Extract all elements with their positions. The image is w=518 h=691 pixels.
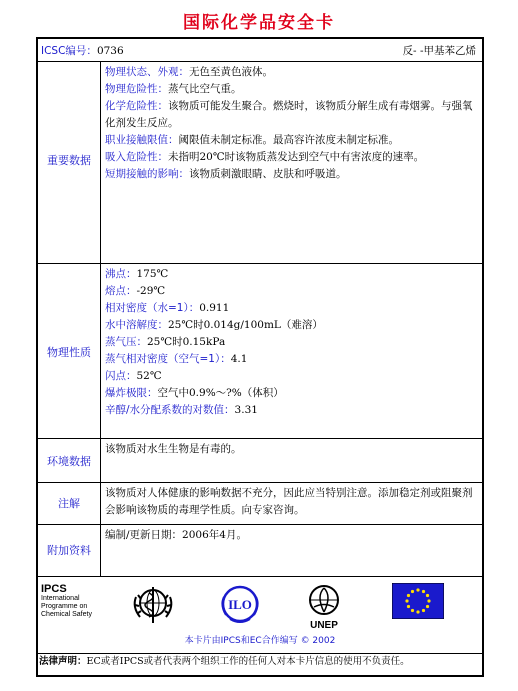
ipcs-line: Chemical Safety <box>41 611 92 618</box>
eu-star-icon <box>411 609 414 612</box>
section-environment <box>38 438 482 482</box>
important-body <box>100 62 482 264</box>
ilo-logo-icon <box>218 583 262 627</box>
physical-item: 蒸气相对密度（空气=1）：4.1 <box>105 353 248 365</box>
eu-star-icon <box>416 610 419 613</box>
icsc-number: 0736 <box>96 45 124 57</box>
section-label-environment: 环境数据 <box>47 455 91 468</box>
section-label-important: 重要数据 <box>47 154 91 167</box>
eu-star-icon <box>426 605 429 608</box>
page-title: 国际化学品安全卡 <box>183 13 335 33</box>
important-item: 物理危险性：蒸气比空气重。 <box>105 83 242 95</box>
eu-star-icon <box>416 588 419 591</box>
additional-text: 编制/更新日期：2006年4月。 <box>105 529 247 541</box>
ipcs-line: Programme on <box>41 603 88 610</box>
physical-item: 水中溶解度：25℃时0.014g/100mL（难溶） <box>105 319 323 331</box>
additional-body <box>100 525 482 577</box>
section-physical <box>38 263 482 438</box>
legal-text: EC或者IPCS或者代表两个组织工作的任何人对本卡片信息的使用不负责任。 <box>86 656 410 667</box>
eu-flag-icon <box>392 583 444 619</box>
notes-text: 该物质对人体健康的影响数据不充分，因此应当特别注意。添加稳定剂或阻聚剂会影响该物质的毒理学性质。向专家咨询。 <box>105 487 473 516</box>
environment-text: 该物质对水生生物是有毒的。 <box>105 443 242 455</box>
ipcs-block <box>41 583 92 619</box>
section-label-notes: 注解 <box>58 497 80 510</box>
eu-star-icon <box>405 599 408 602</box>
ipcs-title: IPCS <box>41 583 67 595</box>
who-logo-icon <box>130 583 176 627</box>
eu-star-icon <box>422 609 425 612</box>
section-notes <box>38 482 482 524</box>
eu-star-icon <box>407 594 410 597</box>
environment-body <box>100 439 482 483</box>
important-item: 物理状态、外观：无色至黄色液体。 <box>105 66 273 78</box>
ipcs-line: International <box>41 595 80 602</box>
icsc-id <box>41 43 124 58</box>
safety-card <box>36 37 484 677</box>
eu-star-icon <box>426 594 429 597</box>
chemical-name: 反- -甲基苯乙烯 <box>402 45 476 57</box>
id-row <box>38 39 482 61</box>
important-item: 吸入危险性：未指明20℃时该物质蒸发达到空气中有害浓度的速率。 <box>105 151 425 163</box>
physical-item: 蒸气压：25℃时0.15kPa <box>105 336 226 348</box>
physical-body <box>100 264 482 439</box>
section-label-physical: 物理性质 <box>47 346 91 359</box>
footer-credit: 本卡片由IPCS和EC合作编写 © 2002 <box>184 636 336 646</box>
important-item: 短期接触的影响：该物质刺激眼睛、皮肤和呼吸道。 <box>105 168 347 180</box>
physical-item: 相对密度（水=1）：0.911 <box>105 302 230 314</box>
unep-logo-icon <box>304 583 344 631</box>
physical-item: 辛醇/水分配系数的对数值：3.31 <box>105 404 258 416</box>
legal-label: 法律声明： <box>39 656 87 667</box>
eu-star-icon <box>427 599 430 602</box>
physical-item: 沸点：175℃ <box>105 268 169 280</box>
section-important <box>38 61 482 263</box>
section-label-additional: 附加资料 <box>47 544 91 557</box>
unep-logo-text: UNEP <box>310 620 338 631</box>
legal-notice <box>39 653 410 667</box>
physical-item: 熔点：-29℃ <box>105 285 166 297</box>
notes-body <box>100 483 482 525</box>
footer-logos <box>38 576 482 654</box>
physical-item: 闪点：52℃ <box>105 370 162 382</box>
icsc-label: ICSC编号： <box>41 45 97 57</box>
eu-star-icon <box>407 605 410 608</box>
important-item: 职业接触限值：阈限值未制定标准。最高容许浓度未制定标准。 <box>105 134 399 146</box>
eu-star-icon <box>422 590 425 593</box>
eu-star-icon <box>411 590 414 593</box>
ilo-logo-text: ILO <box>228 597 252 612</box>
physical-item: 爆炸极限：空气中0.9%～?%（体积） <box>105 387 284 399</box>
important-item: 化学危险性：该物质可能发生聚合。燃烧时，该物质分解生成有毒烟雾。与强氧化剂发生反应。 <box>105 100 473 129</box>
section-additional <box>38 524 482 576</box>
